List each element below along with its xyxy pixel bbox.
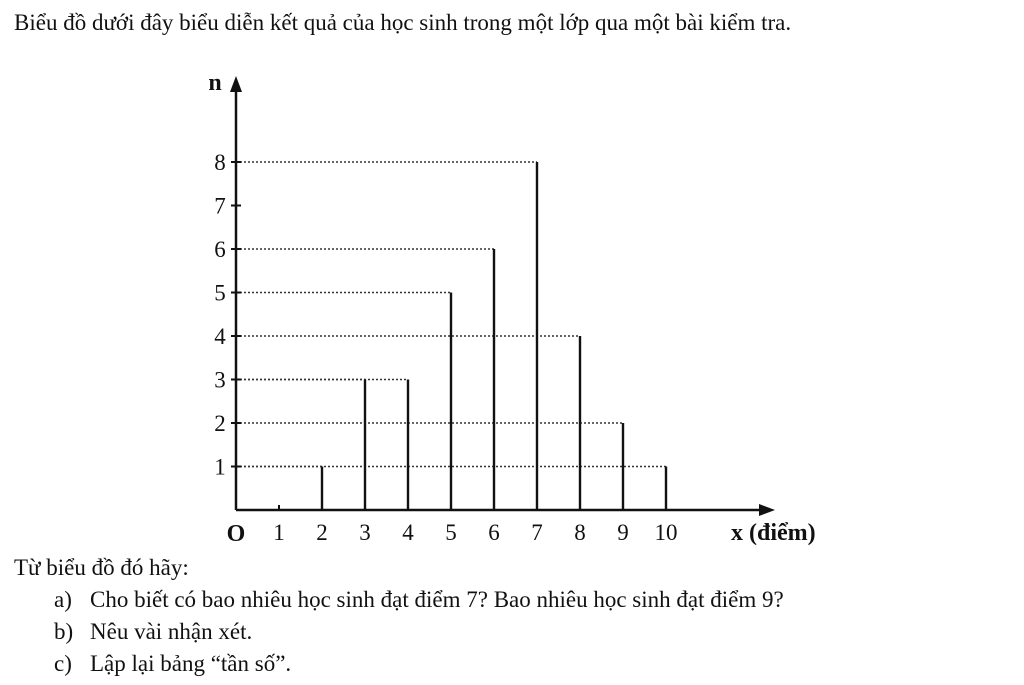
axis-labels [208, 70, 815, 547]
x-tick-label: 10 [654, 520, 678, 545]
y-tick-label: 1 [214, 454, 226, 480]
x-tick-label: 4 [402, 520, 414, 545]
questions-list [14, 584, 784, 680]
x-tick-label: 8 [574, 520, 586, 545]
question-letter: b) [54, 619, 74, 644]
x-tick-label: 6 [488, 520, 500, 545]
y-tick-label: 2 [214, 411, 226, 436]
x-axis-label: x (điểm) [731, 520, 816, 546]
question-letter: c) [54, 651, 72, 676]
y-tick-label: 4 [214, 324, 226, 349]
question-text: Lập lại bảng “tần số”. [90, 651, 292, 676]
intro-text: Biểu đồ dưới đây biểu diễn kết quả của học sinh trong một lớp qua một bài kiểm tra. [14, 10, 792, 35]
x-tick-label: 1 [273, 520, 285, 545]
question-text: Nêu vài nhận xét. [90, 619, 253, 644]
x-tick-label: 2 [316, 520, 328, 545]
x-tick-label: 3 [359, 520, 371, 545]
y-axis-arrowhead [230, 76, 242, 92]
question-item [54, 584, 784, 616]
y-tick-label: 7 [214, 193, 226, 219]
question-item [54, 648, 784, 680]
question-item [54, 616, 784, 648]
origin-label: O [226, 521, 246, 547]
y-tick-label: 3 [214, 367, 226, 393]
questions-prompt: Từ biểu đồ đó hãy: [14, 555, 189, 580]
y-tick-label: 6 [214, 237, 226, 262]
question-text: Cho biết có bao nhiêu học sinh đạt điểm 7? Bao nhiêu học sinh đạt điểm 9? [90, 587, 784, 612]
x-tick-label: 5 [445, 520, 457, 545]
question-letter: a) [54, 587, 72, 612]
x-tick-label: 9 [617, 520, 629, 545]
axes [230, 76, 775, 516]
ticks [214, 150, 677, 545]
x-tick-label: 7 [531, 520, 543, 545]
y-axis-label: n [208, 70, 222, 96]
questions-block [14, 552, 784, 680]
x-axis-arrowhead [759, 504, 775, 516]
y-tick-label: 5 [214, 280, 226, 306]
y-tick-label: 8 [214, 150, 226, 175]
